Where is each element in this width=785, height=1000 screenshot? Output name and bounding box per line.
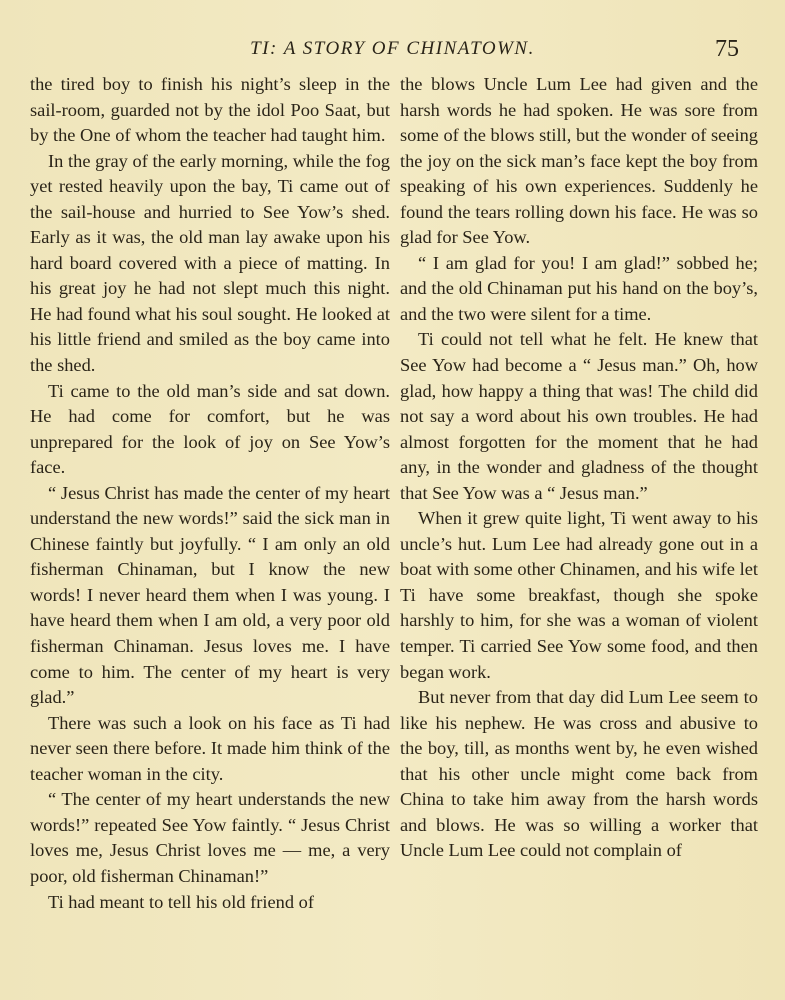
left-column [30, 72, 390, 915]
paragraph: the blows Uncle Lum Lee had given and the harsh words he had spoken. He was sore from some of the blows still, but the wonder of seeing the joy on the sick man’s face kept the boy from speaking of his own experiences. Suddenly he found the tears rolling down his face. He was so glad for See Yow. [400, 74, 758, 248]
paragraph: “ Jesus Christ has made the center of my heart understand the new words!” said the sick man in Chinese faintly but joyfully. “ I am only an old fisherman Chinaman, but I know the new words! I never heard them when I was young. I have heard them when I am old, a very poor old fisherman Chinaman. Jesus loves me. I have come to him. The center of my heart is very glad.” [30, 482, 390, 708]
paragraph: But never from that day did Lum Lee seem to like his nephew. He was cross and abusive to the boy, till, as months went by, he even wished that his other uncle might come back from China to take him away from the harsh words and blows. He was so willing a worker that Uncle Lum Lee could not complain of [400, 687, 758, 861]
page-header [40, 38, 745, 70]
paragraph: There was such a look on his face as Ti had never seen there before. It made him think of the teacher woman in the city. [30, 712, 390, 784]
paragraph: Ti had meant to tell his old friend of [48, 891, 314, 912]
paragraph: Ti could not tell what he felt. He knew that See Yow had become a “ Jesus man.” Oh, how glad, how happy a thing that was! The child did not say a word about his own troubles. He had almost forgotten for the moment that he had any, in the wonder and gladness of the thought that See Yow was a “ Jesus man.” [400, 329, 758, 503]
page-number: 75 [715, 36, 739, 62]
paragraph: “ The center of my heart understands the new words!” repeated See Yow faintly. “ Jesus Christ loves me, Jesus Christ loves me — me, a very poor, old fisherman Chinaman!” [30, 789, 390, 886]
paragraph: In the gray of the early morning, while the fog yet rested heavily upon the bay, Ti came out of the sail-house and hurried to See Yow’s shed. Early as it was, the old man lay awake upon his hard board covered with a piece of matting. In his great joy he had not slept much this night. He had found what his soul sought. He looked at his little friend and smiled as the boy came into the shed. [30, 150, 390, 376]
paragraph: the tired boy to finish his night’s sleep in the sail-room, guarded not by the idol Poo Saat, but by the One of whom the teacher had taught him. [30, 74, 390, 146]
paragraph: Ti came to the old man’s side and sat down. He had come for comfort, but he was unprepared for the look of joy on See Yow’s face. [30, 380, 390, 478]
right-column [400, 72, 758, 864]
running-title: TI: A STORY OF CHINATOWN. [250, 38, 535, 59]
paragraph: “ I am glad for you! I am glad!” sobbed he; and the old Chinaman put his hand on the boy’s, and the two were silent for a time. [400, 252, 758, 324]
paragraph: When it grew quite light, Ti went away to his uncle’s hut. Lum Lee had already gone out in a boat with some other Chinamen, and his wife let Ti have some breakfast, though she spoke harshly to him, for she was a woman of violent temper. Ti carried See Yow some food, and then began work. [400, 508, 758, 682]
